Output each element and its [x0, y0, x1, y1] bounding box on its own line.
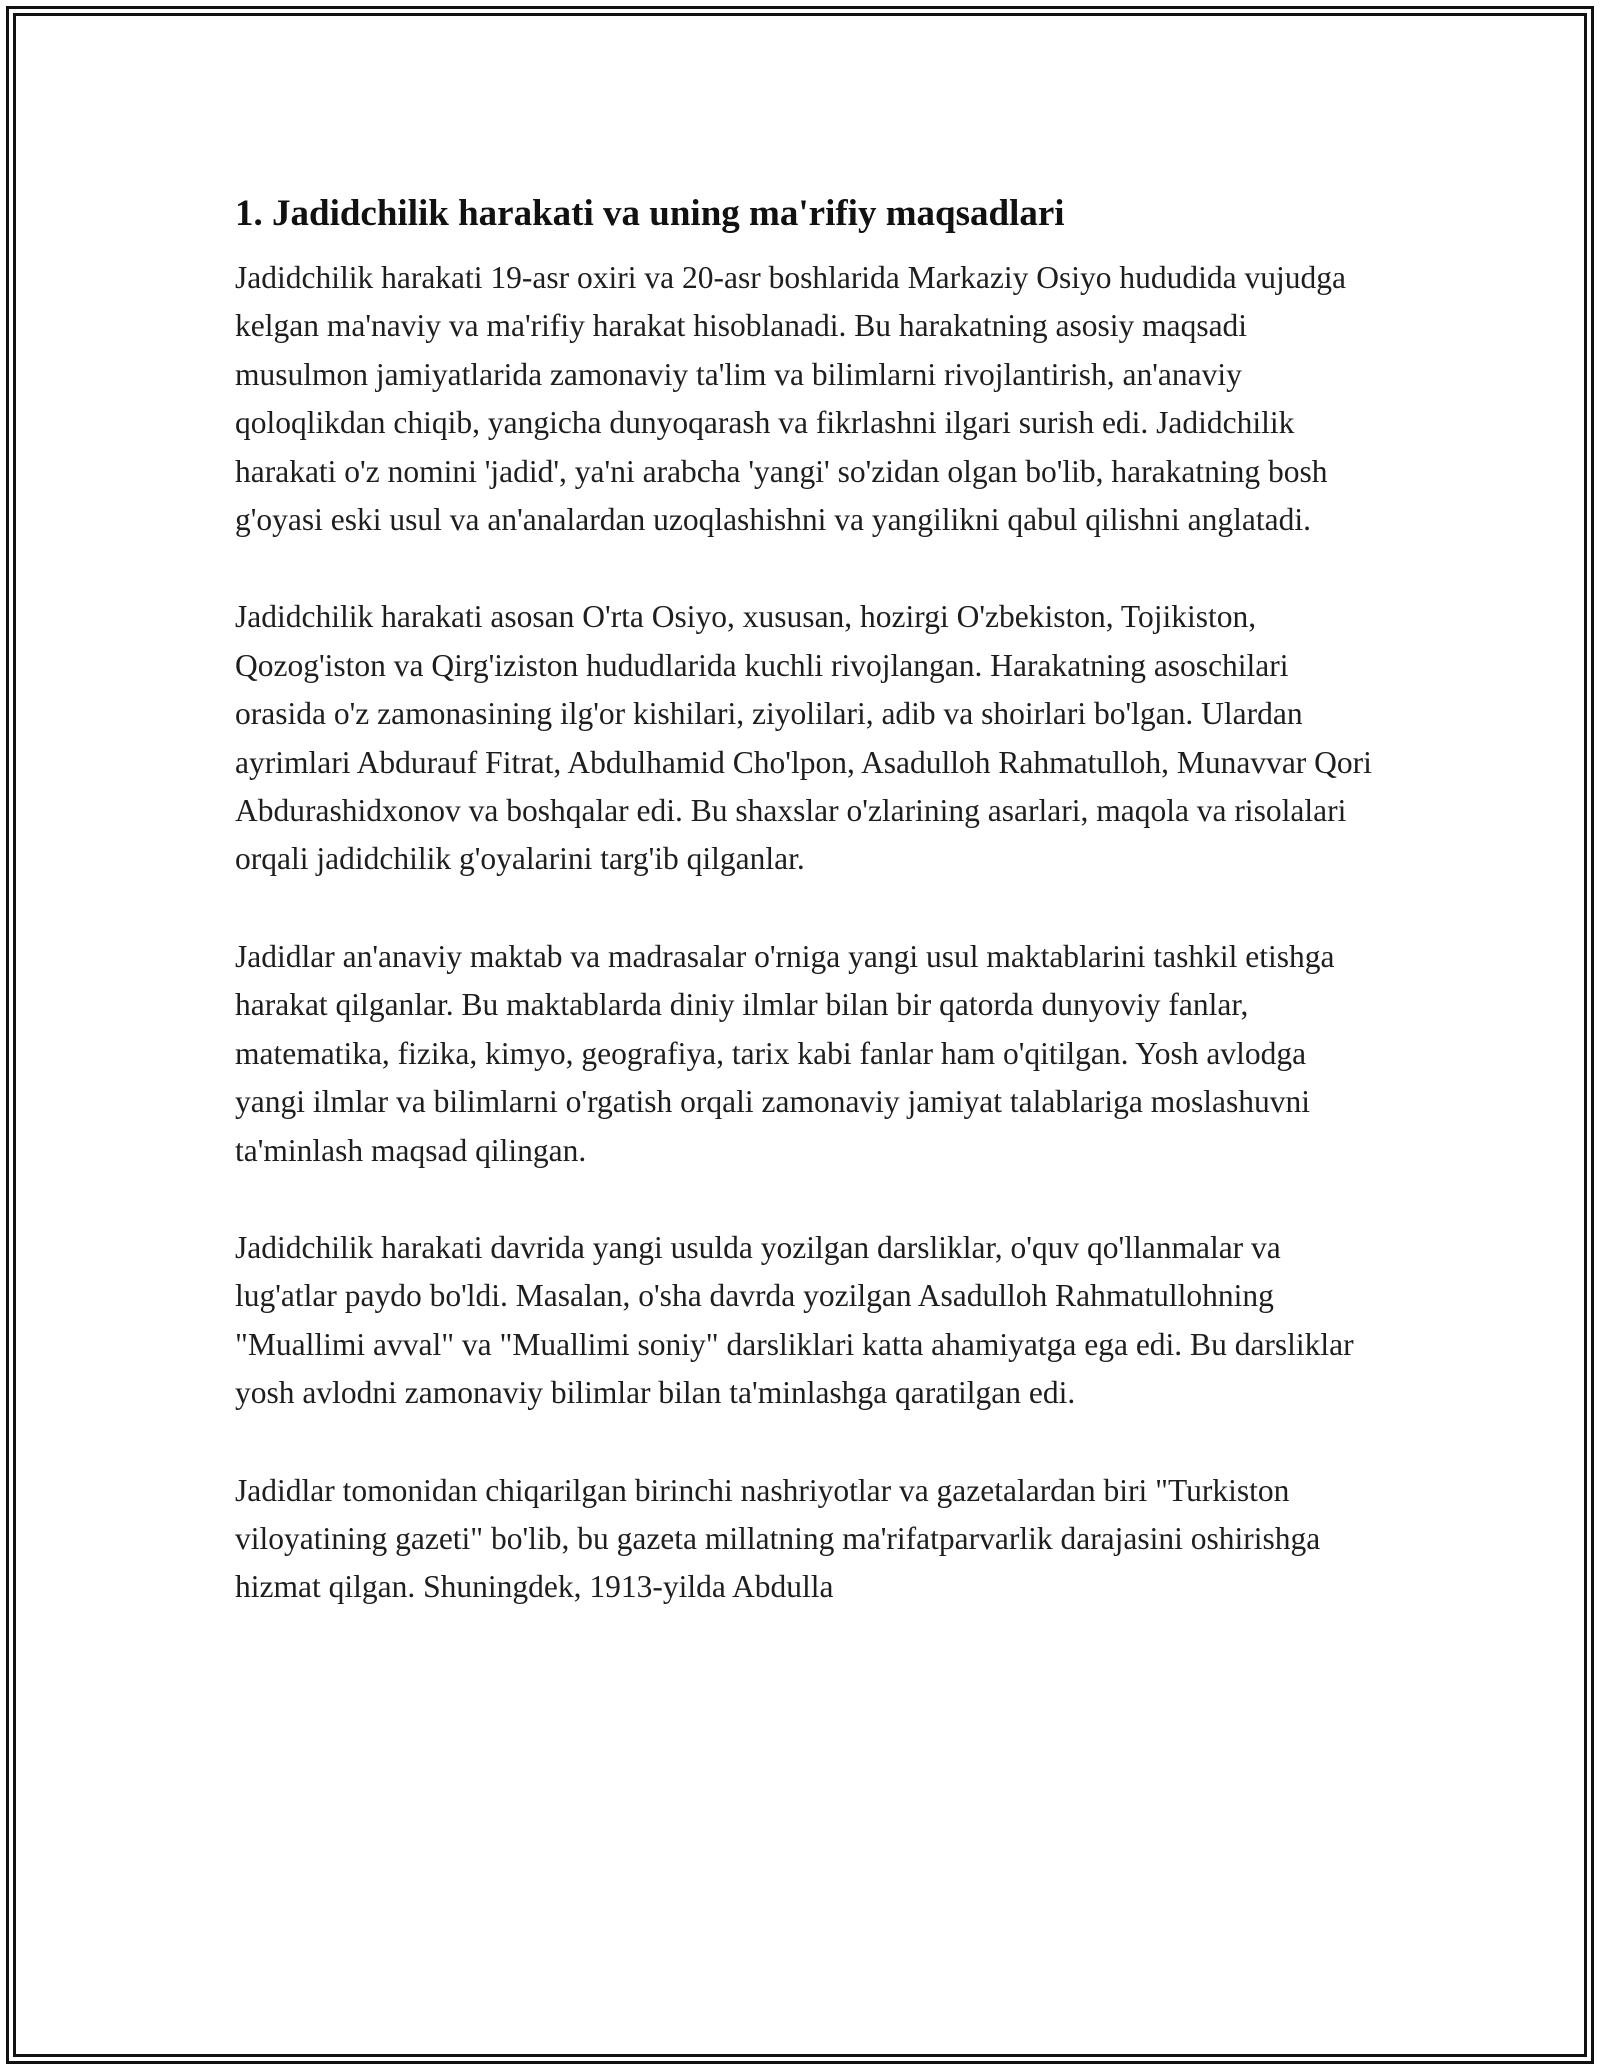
paragraph-5: Jadidlar tomonidan chiqarilgan birinchi nashriyotlar va gazetalardan biri "Turkiston viloyatining gazeti" bo'lib, bu gazeta millatning ma'rifatparvarlik darajasini oshirishga hizmat qilgan. Shuningdek, 1913-yilda Abdulla — [235, 1472, 1321, 1605]
paragraph-1: Jadidchilik harakati 19-asr oxiri va 20-asr boshlarida Markaziy Osiyo hududida vujudga kelgan ma'naviy va ma'rifiy harakat hisoblanadi. Bu harakatning asosiy maqsadi musulmon jamiyatlarida zamonaviy ta'lim va bilimlarni rivojlantirish, an'anaviy qoloqlikdan chiqib, yangicha dunyoqarash va fikrlashni ilgari surish edi. Jadidchilik harakati o'z nomini 'jadid', ya'ni arabcha 'yangi' so'zidan olgan bo'lib, harakatning bosh g'oyasi eski usul va an'analardan uzoqlashishni va yangilikni qabul qilishni anglatadi. — [235, 260, 1346, 538]
paragraph-4: Jadidchilik harakati davrida yangi usulda yozilgan darsliklar, o'quv qo'llanmalar va lug'atlar paydo bo'ldi. Masalan, o'sha davrda yozilgan Asadulloh Rahmatullohning "Muallimi avval" va "Muallimi soniy" darsliklari katta ahamiyatga ega edi. Bu darsliklar yosh avlodni zamonaviy bilimlar bilan ta'minlashga qaratilgan edi. — [235, 1229, 1354, 1411]
paragraph-2: Jadidchilik harakati asosan O'rta Osiyo, xususan, hozirgi O'zbekiston, Tojikiston, Qozog'iston va Qirg'iziston hududlarida kuchli rivojlangan. Harakatning asoschilari orasida o'z zamonasining ilg'or kishilari, ziyolilari, adib va shoirlari bo'lgan. Ulardan ayrimlari Abdurauf Fitrat, Abdulhamid Cho'lpon, Asadulloh Rahmatulloh, Munavvar Qori Abdurashidxonov va boshqalar edi. Bu shaxslar o'zlarining asarlari, maqola va risolalari orqali jadidchilik g'oyalarini targ'ib qilganlar. — [235, 599, 1372, 877]
section-heading: 1. Jadidchilik harakati va uning ma'rifiy maqsadlari — [235, 193, 1065, 234]
paragraph-3: Jadidlar an'anaviy maktab va madrasalar o'rniga yangi usul maktablarini tashkil etishga harakat qilganlar. Bu maktablarda diniy ilmlar bilan bir qatorda dunyoviy fanlar, matematika, fizika, kimyo, geografiya, tarix kabi fanlar ham o'qitilgan. Yosh avlodga yangi ilmlar va bilimlarni o'rgatish orqali zamonaviy jamiyat talablariga moslashuvni ta'minlash maqsad qilingan. — [235, 938, 1335, 1168]
document-body — [235, 188, 1375, 1661]
